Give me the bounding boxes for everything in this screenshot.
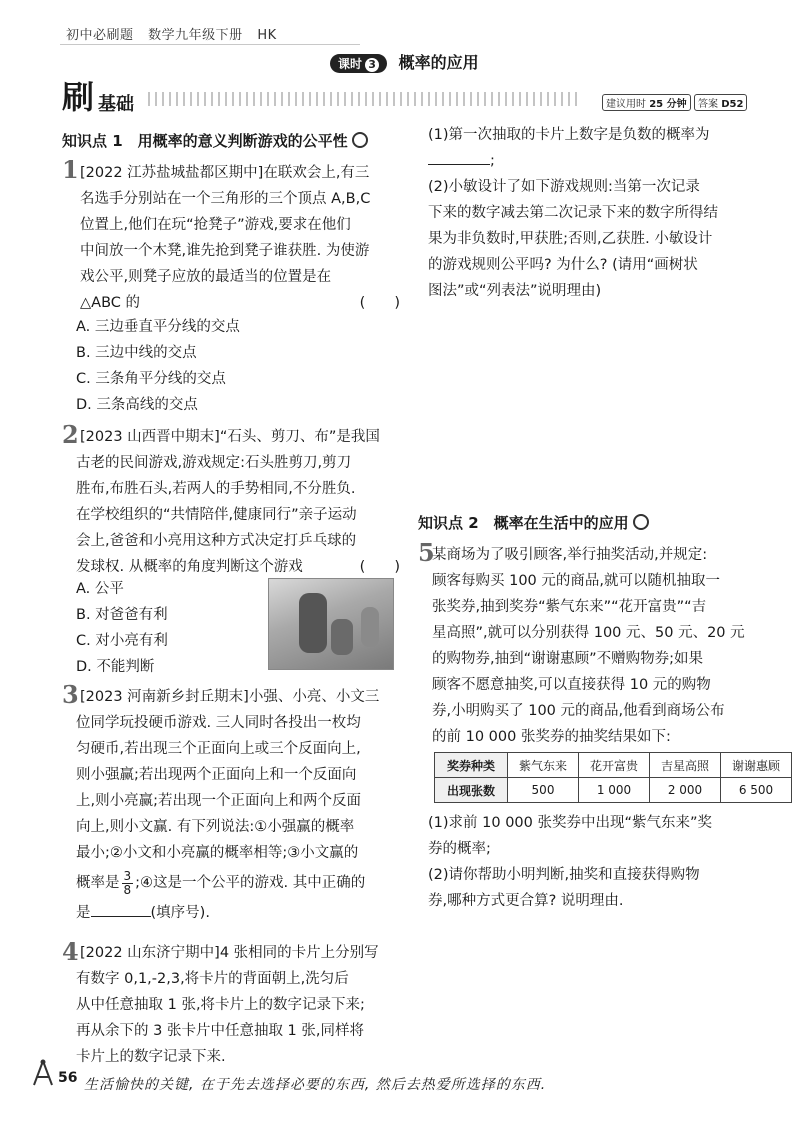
lesson-title xyxy=(330,50,479,73)
q3-number: 3 xyxy=(62,680,79,709)
q1-option-b: B. 三边中线的交点 xyxy=(76,345,197,361)
q1-stem: [2022 江苏盐城盐都区期中]在联欢会上,有三 名选手分别站在一个三角形的三个顶点 A,B,C 位置上,他们在玩“抢凳子”游戏,要求在他们 中间放一个木凳,谁先抢到凳子谁获胜. 为使游 戏公平,则凳子应放的最适当的位置是在 △ABC 的 ( ) xyxy=(80,165,400,311)
q5-parts: (1)求前 10 000 张奖券中出现“紫气东来”奖 券的概率; (2)请你帮助小明判断,抽奖和直接获得购物 券,哪种方式更合算? 说明理由. xyxy=(428,815,713,909)
time-tag: 建议用时 25 分钟 xyxy=(602,94,691,111)
book-header xyxy=(66,24,287,43)
lottery-table xyxy=(434,752,792,803)
lesson-name: 概率的应用 xyxy=(398,53,479,72)
q1-option-c: C. 三条角平分线的交点 xyxy=(76,371,226,387)
q2-option-c: C. 对小亮有利 xyxy=(76,633,168,649)
parent-child-photo xyxy=(268,578,394,670)
header-divider xyxy=(60,44,360,45)
edition-label: HK xyxy=(257,28,277,43)
footer-motto: 生活愉快的关键, 在于先去选择必要的东西, 然后去热爱所选择的东西. xyxy=(84,1077,547,1093)
q4-part1-blank[interactable] xyxy=(428,148,490,165)
brush-label: 基础 xyxy=(98,94,134,115)
check-icon xyxy=(352,132,368,148)
q3-stem: [2023 河南新乡封丘期末]小强、小亮、小文三 位同学玩投硬币游戏. 三人同时各投出一枚均 匀硬币,若出现三个正面向上或三个反面向上, 则小强赢;若出现两个正面向上和一个反面向 上,则小亮赢;若出现一个正面向上和两个反面 向上,则小文赢. 有下列说法:①小强赢的概率 最小;②小文和小亮赢的概率相等;③小文赢的 概率是 $\frac{3}{8}$ ;④这是一个公平的游戏. 其中正确的 是 (填序号). xyxy=(76,689,380,921)
section1-title: 知识点 1 用概率的意义判断游戏的公平性 xyxy=(62,130,368,151)
q1-option-a: A. 三边垂直平分线的交点 xyxy=(76,319,240,335)
dotted-rule xyxy=(148,92,578,106)
lesson-badge: 课时 3 xyxy=(330,54,387,73)
table-row: 奖券种类 紫气东来 花开富贵 吉星高照 谢谢惠顾 xyxy=(435,753,792,778)
answer-tag: 答案 D52 xyxy=(694,94,747,111)
q4-number: 4 xyxy=(62,937,79,966)
q1-options xyxy=(76,314,240,418)
check-icon xyxy=(633,514,649,530)
q2-options xyxy=(76,576,168,680)
section2-title: 知识点 2 概率在生活中的应用 xyxy=(418,512,649,533)
book-title: 初中必刷题 xyxy=(66,28,134,43)
q5-stem: 某商场为了吸引顾客,举行抽奖活动,并规定: 顾客每购买 100 元的商品,就可以随机抽取一 张奖券,抽到奖券“紫气东来”“花开富贵”“吉 星高照”,就可以分别获得 100 元、50 元、20 元 的购物券,抽到“谢谢惠顾”不赠购物券;如果 顾客不愿意抽奖,可以直接获得 10 元的购物 券,小明购买了 100 元的商品,他看到商场公布 的前 10 000 张奖券的抽奖结果如下: xyxy=(432,547,745,745)
compass-icon xyxy=(28,1058,58,1088)
q5-number: 5 xyxy=(418,538,435,567)
q1-option-d: D. 三条高线的交点 xyxy=(76,397,198,413)
q1-number: 1 xyxy=(62,155,79,184)
q2-option-a: A. 公平 xyxy=(76,581,124,597)
page-number: 56 xyxy=(58,1070,78,1086)
q4-parts: (1)第一次抽取的卡片上数字是负数的概率为 ; (2)小敏设计了如下游戏规则:当第一次记录 下来的数字减去第二次记录下来的数字所得结 果为非负数时,甲获胜;否则,乙获胜. 小敏设计 的游戏规则公平吗? 为什么? (请用“画树状 图法”或“列表法”说明理由) xyxy=(428,127,718,299)
subject-title: 数学九年级下册 xyxy=(148,28,243,43)
brush-char: 刷 xyxy=(62,78,95,116)
q2-option-d: D. 不能判断 xyxy=(76,659,155,675)
q2-stem: [2023 山西晋中期末]“石头、剪刀、布”是我国 古老的民间游戏,游戏规定:石头胜剪刀,剪刀 胜布,布胜石头,若两人的手势相同,不分胜负. 在学校组织的“共情陪伴,健康同行”亲子运动 会上,爸爸和小亮用这种方式决定打乒乓球的 发球权. 从概率的角度判断这个游戏 ( ) xyxy=(76,429,400,575)
table-row: 出现张数 500 1 000 2 000 6 500 xyxy=(435,778,792,803)
q2-option-b: B. 对爸爸有利 xyxy=(76,607,168,623)
fraction-3-8: $\frac{3}{8}$ xyxy=(123,868,132,897)
q3-answer-blank[interactable] xyxy=(91,900,151,917)
q4-stem: [2022 山东济宁期中]4 张相同的卡片上分别写 有数字 0,1,-2,3,将卡片的背面朝上,洗匀后 从中任意抽取 1 张,将卡片上的数字记录下来; 再从余下的 3 张卡片中任意抽取 1 张,同样将 卡片上的数字记录下来. xyxy=(76,945,379,1065)
q2-number: 2 xyxy=(62,420,79,449)
